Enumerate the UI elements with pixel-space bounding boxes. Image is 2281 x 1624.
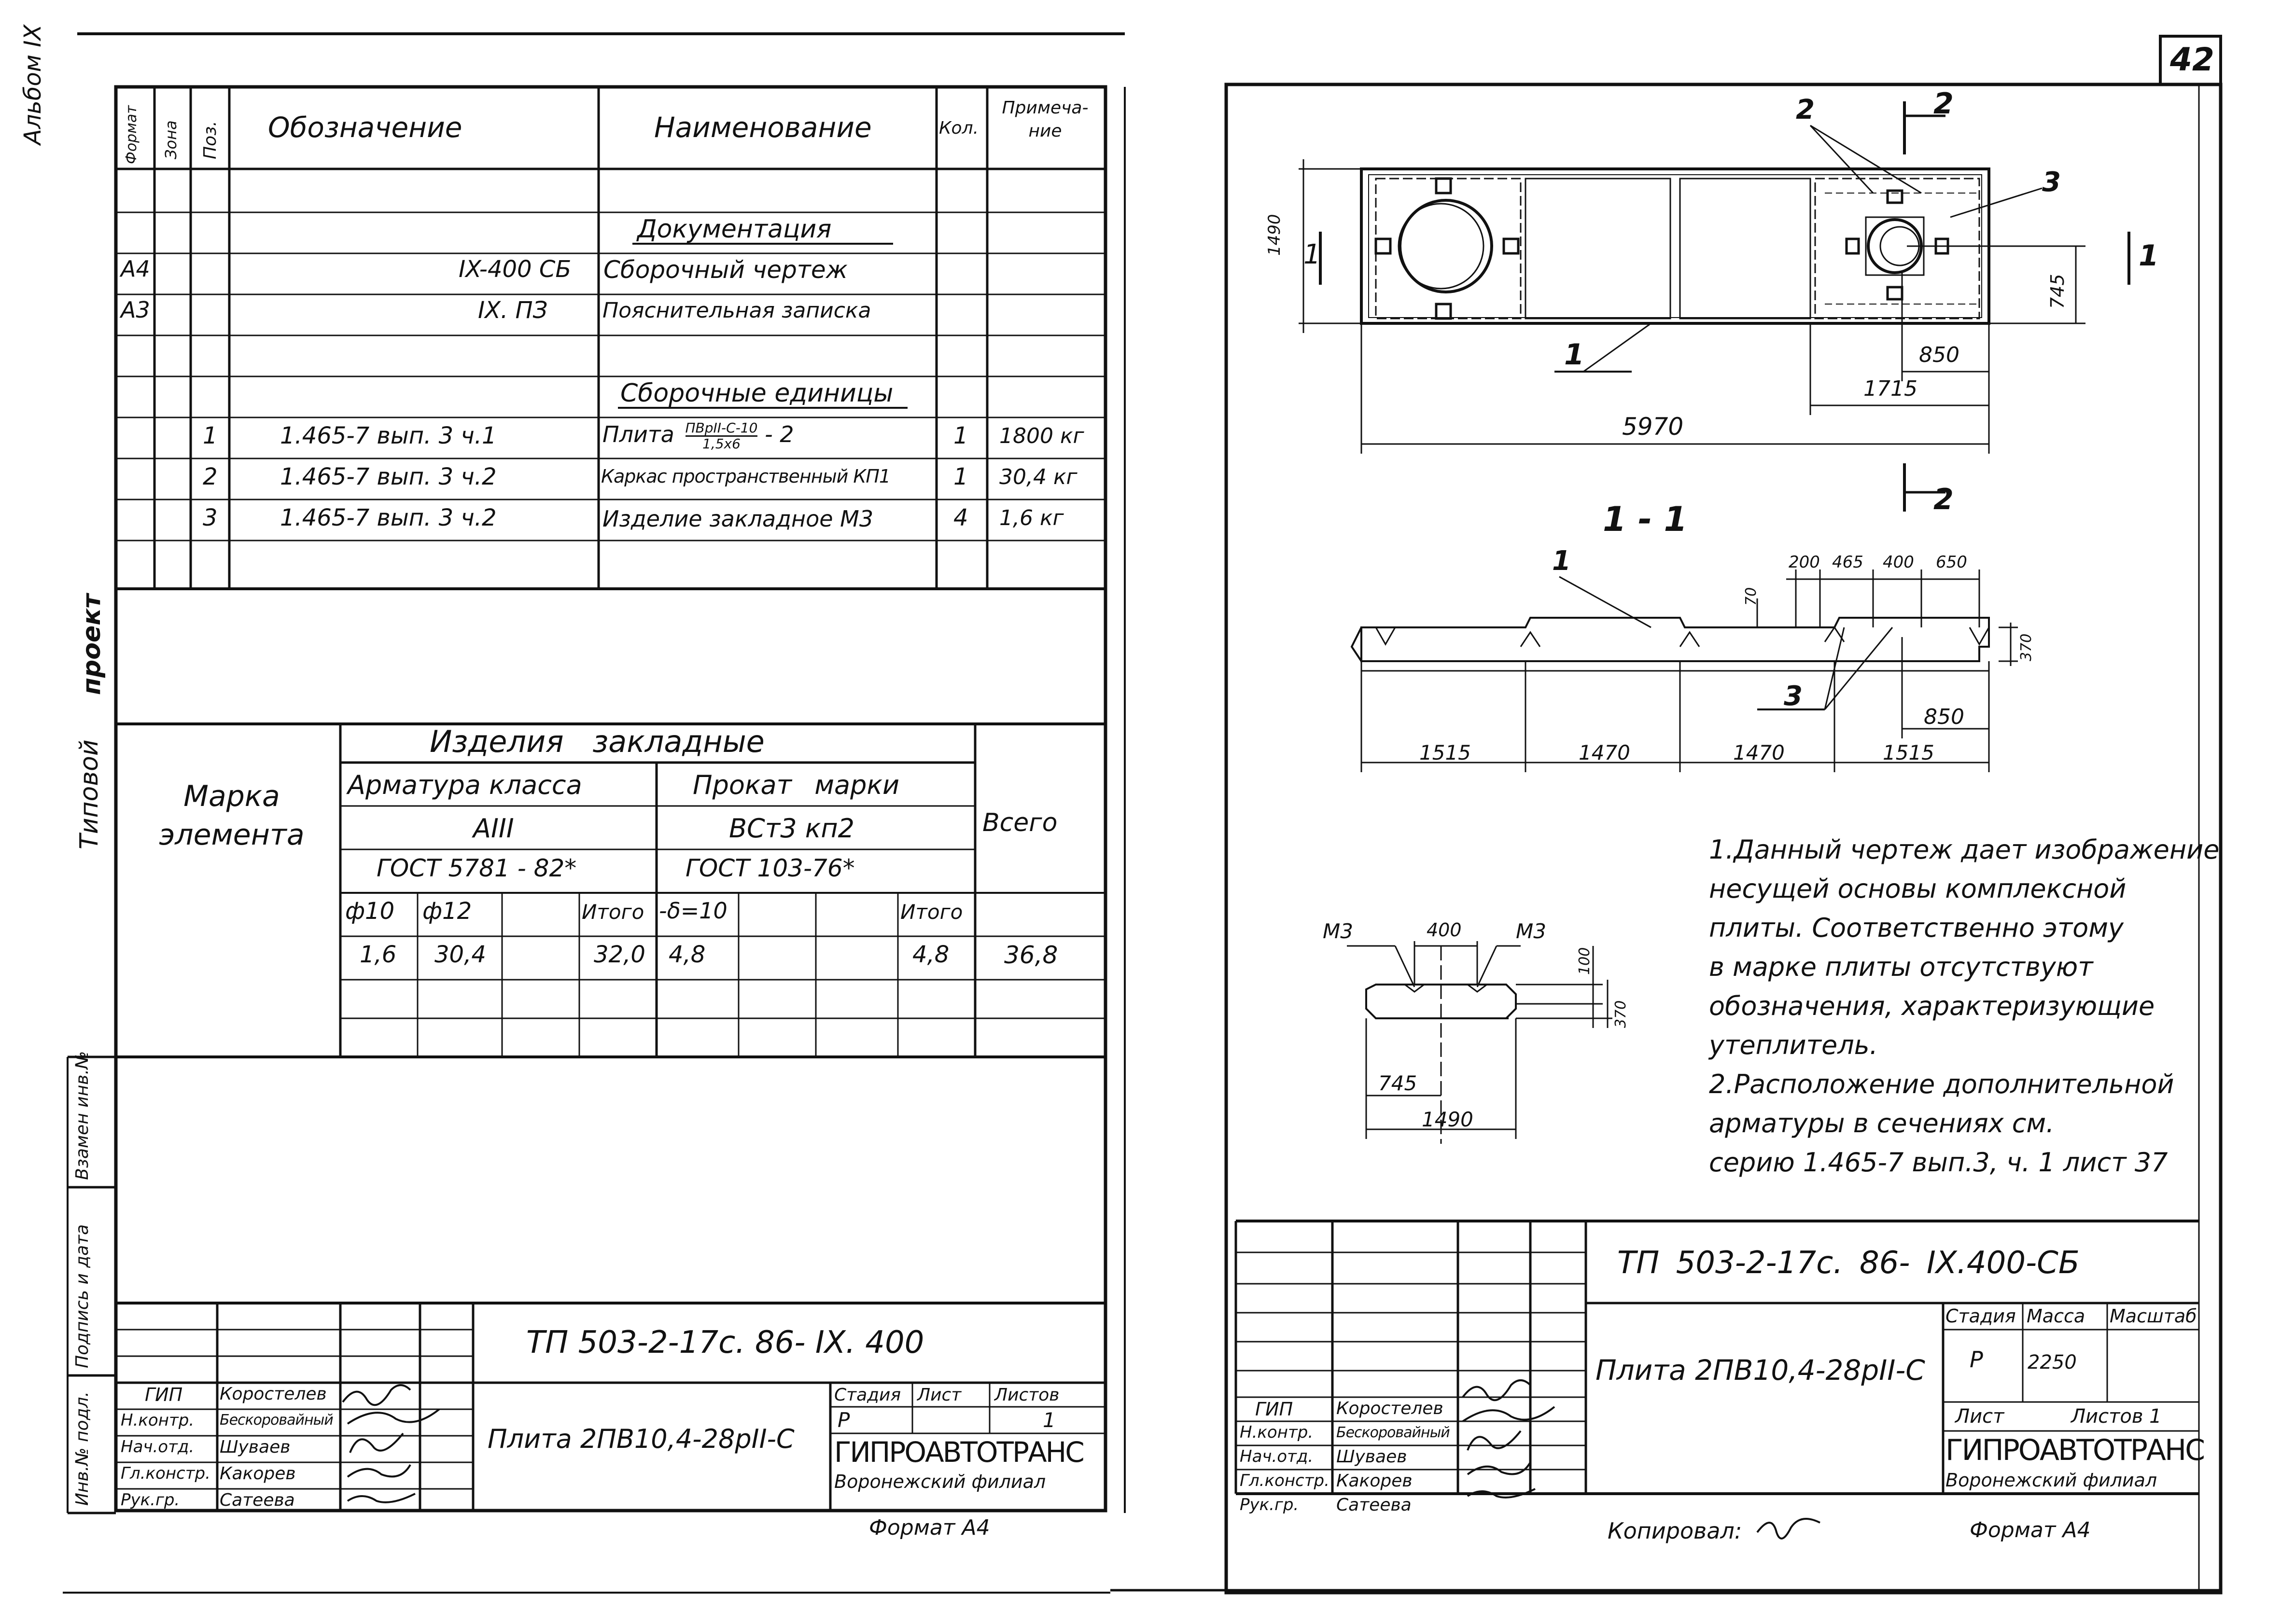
hdr-designation: Обозначение: [268, 111, 462, 144]
right-name-4: Сатеева: [1336, 1495, 1412, 1515]
row5-qty: 4: [953, 504, 968, 531]
row4-qty: 1: [953, 463, 968, 490]
right-name-1: Бескоровайный: [1336, 1424, 1450, 1441]
left-role-4: Рук.гр.: [121, 1490, 180, 1510]
left-stamp-title: Плита 2ПВ10,4-28рII-С: [488, 1424, 795, 1454]
callout-1: 1: [1564, 338, 1584, 372]
row2-designation: IX. ПЗ: [478, 297, 548, 324]
row3-name-label: Плита: [602, 421, 674, 447]
sec-dim-465: 465: [1832, 553, 1863, 572]
small-m3-right: М3: [1516, 919, 1546, 943]
left-role-2: Нач.отд.: [121, 1437, 195, 1457]
left-stamp-code: ТП 503-2-17с. 86- IX. 400: [526, 1325, 924, 1360]
sec-dim-1470b: 1470: [1733, 741, 1785, 764]
right-mass: 2250: [2028, 1351, 2077, 1374]
right-stamp-code: ТП 503-2-17с. 86- IX.400-СБ: [1617, 1245, 2080, 1281]
dim-745: 745: [2047, 274, 2068, 309]
cut-right-1: 1: [2139, 239, 2159, 273]
left-role-0: ГИП: [145, 1384, 183, 1405]
sec-dim-1470a: 1470: [1579, 741, 1630, 764]
val-f10: 1,6: [360, 941, 397, 968]
right-stage-label: Стадия: [1945, 1305, 2016, 1327]
left-role-3: Гл.констр.: [121, 1464, 210, 1483]
row5-pos: 3: [203, 504, 218, 531]
sec-callout-1: 1: [1552, 545, 1571, 577]
sec-dim-370: 370: [2018, 633, 2035, 661]
armature-class: AIII: [473, 813, 514, 844]
note-line-7: арматуры в сечениях см.: [1709, 1108, 2055, 1138]
prokat-gost: ГОСТ 103-76*: [686, 854, 855, 882]
hdr-zone: Зона: [162, 120, 180, 159]
right-role-3: Гл.констр.: [1240, 1471, 1329, 1490]
val-all: 36,8: [1004, 941, 1058, 969]
left-name-4: Сатеева: [220, 1490, 295, 1510]
hdr-pos: Поз.: [200, 121, 220, 159]
cut-top-2: 2: [1933, 87, 1954, 121]
right-name-2: Шуваев: [1336, 1447, 1407, 1467]
left-branch: Воронежский филиал: [834, 1471, 1046, 1492]
sec-dim-70: 70: [1743, 587, 1760, 606]
small-370: 370: [1612, 1000, 1629, 1028]
row4-note: 30,4 кг: [999, 465, 1078, 489]
col-total-p: Итого: [900, 900, 963, 924]
col-total-a: Итого: [582, 900, 644, 924]
right-format: Формат А4: [1970, 1518, 2091, 1542]
sec-dim-400: 400: [1883, 553, 1914, 572]
embedded-title: Изделия закладные: [430, 724, 765, 759]
right-role-4: Рук.гр.: [1240, 1495, 1299, 1514]
copied-label: Копировал:: [1608, 1518, 1742, 1544]
row4-designation: 1.465-7 вып. 3 ч.2: [280, 463, 497, 490]
prokat-mark: ВСт3 кп2: [729, 813, 855, 844]
row1-designation: IX-400 СБ: [459, 256, 572, 283]
hdr-note: Примеча- ние: [1002, 98, 1089, 141]
val-d10: 4,8: [669, 941, 706, 968]
right-sheet-label: Лист: [1955, 1405, 2004, 1428]
small-400: 400: [1427, 919, 1462, 941]
note-line-1: несущей основы комплексной: [1709, 874, 2127, 904]
callout-3: 3: [2042, 167, 2061, 198]
left-format: Формат А4: [869, 1515, 990, 1540]
dim-850: 850: [1919, 343, 1959, 367]
right-scale-label: Масштаб: [2110, 1305, 2197, 1327]
hdr-name: Наименование: [654, 111, 872, 144]
notes: [1709, 830, 2219, 1182]
right-sheets-label: Листов 1: [2071, 1405, 2162, 1428]
prokat-label: Прокат марки: [693, 770, 900, 800]
row5-note: 1,6 кг: [999, 506, 1064, 530]
side-project: проект: [77, 594, 106, 695]
cut-bottom-2: 2: [1933, 483, 1954, 516]
mark-label: Марка элемента: [159, 779, 305, 852]
small-m3-left: М3: [1323, 919, 1353, 943]
sec-dim-1515b: 1515: [1883, 741, 1934, 764]
callout-2: 2: [1796, 94, 1815, 125]
small-1490: 1490: [1422, 1108, 1473, 1131]
hdr-format: Формат: [123, 105, 140, 164]
right-branch: Воронежский филиал: [1945, 1470, 2157, 1491]
armature-gost: ГОСТ 5781 - 82*: [377, 854, 577, 882]
dim-5970: 5970: [1622, 413, 1684, 441]
plate-suffix: - 2: [765, 421, 794, 447]
side-typical: Типовой: [75, 739, 104, 849]
side-inv-orig: Инв.№ подл.: [72, 1391, 92, 1506]
right-org: ГИПРОАВТОТРАНС: [1945, 1433, 2204, 1467]
side-inv-replace: Взамен инв.№: [72, 1051, 92, 1180]
side-album: Альбом IX: [19, 24, 46, 145]
row3-qty: 1: [953, 422, 968, 449]
note-line-4: обозначения, характеризующие: [1709, 991, 2155, 1021]
left-name-3: Какорев: [220, 1464, 296, 1484]
right-role-2: Нач.отд.: [1240, 1447, 1314, 1466]
right-role-1: Н.контр.: [1240, 1423, 1314, 1442]
right-role-0: ГИП: [1255, 1399, 1293, 1420]
plan-view: [1299, 101, 2129, 512]
small-745: 745: [1378, 1071, 1417, 1095]
note-line-3: в марке плиты отсутствуют: [1709, 952, 2093, 982]
total-label: Всего: [982, 808, 1058, 837]
plate-fraction: [686, 421, 758, 451]
left-sheet-label: Лист: [917, 1385, 962, 1405]
right-stage: Р: [1970, 1346, 1983, 1373]
section-docs: Документация: [637, 215, 832, 244]
row3-pos: 1: [203, 422, 218, 449]
note-line-2: плиты. Соответственно этому: [1709, 913, 2124, 943]
row2-name: Пояснительная записка: [602, 298, 871, 323]
val-total-a: 32,0: [594, 941, 645, 968]
armature-label: Арматура класса: [348, 770, 582, 800]
dim-1715: 1715: [1863, 376, 1917, 401]
left-sheets-label: Листов: [994, 1385, 1060, 1405]
col-f10: ф10: [345, 898, 395, 925]
right-name-3: Какорев: [1336, 1471, 1413, 1491]
section-label: 1 - 1: [1603, 500, 1688, 539]
page-number: 42: [2170, 41, 2214, 78]
note-line-0: 1.Данный чертеж дает изображение: [1709, 834, 2220, 865]
right-name-0: Коростелев: [1336, 1399, 1443, 1418]
col-d10: -δ=10: [659, 898, 728, 924]
plate-fraction-top: ПВрII-С-10: [685, 420, 758, 436]
row1-format: A4: [121, 256, 150, 282]
hdr-qty: Кол.: [939, 118, 979, 138]
val-f12: 30,4: [434, 941, 486, 968]
sec-callout-3: 3: [1784, 680, 1803, 712]
left-stage-label: Стадия: [834, 1385, 901, 1405]
col-f12: ф12: [422, 898, 472, 925]
row5-designation: 1.465-7 вып. 3 ч.2: [280, 504, 497, 531]
small-section: [1347, 941, 1612, 1144]
row3-designation: 1.465-7 вып. 3 ч.1: [280, 422, 497, 449]
right-stamp-title: Плита 2ПВ10,4-28рII-С: [1595, 1354, 1925, 1387]
left-name-0: Коростелев: [220, 1384, 327, 1404]
row4-name: Каркас пространственный КП1: [601, 466, 891, 487]
sec-dim-1515a: 1515: [1419, 741, 1471, 764]
left-stage: Р: [838, 1408, 850, 1432]
left-role-1: Н.контр.: [121, 1411, 195, 1430]
section-units: Сборочные единицы: [620, 379, 894, 408]
left-name-2: Шуваев: [220, 1437, 291, 1457]
val-total-p: 4,8: [912, 941, 950, 968]
row4-pos: 2: [203, 463, 218, 490]
left-name-1: Бескоровайный: [220, 1412, 333, 1429]
small-100: 100: [1576, 947, 1593, 975]
note-line-5: утеплитель.: [1709, 1030, 1878, 1060]
plate-fraction-bottom: 1,5х6: [702, 436, 741, 452]
note-line-6: 2.Расположение дополнительной: [1709, 1069, 2174, 1099]
left-sheets: 1: [1043, 1408, 1056, 1432]
row1-name: Сборочный чертеж: [603, 256, 848, 284]
left-org: ГИПРОАВТОТРАНС: [834, 1436, 1083, 1469]
row2-format: A3: [121, 297, 150, 323]
row5-name: Изделие закладное М3: [602, 506, 874, 532]
sec-dim-650: 650: [1936, 553, 1967, 572]
sec-dim-850: 850: [1924, 705, 1964, 729]
side-sign-date: Подпись и дата: [72, 1224, 92, 1368]
cut-left-1: 1: [1303, 239, 1321, 270]
row3-note: 1800 кг: [999, 424, 1084, 448]
right-mass-label: Масса: [2027, 1305, 2085, 1327]
sec-dim-200: 200: [1789, 553, 1820, 572]
row3-name: [602, 421, 794, 451]
note-line-8: серию 1.465-7 вып.3, ч. 1 лист 37: [1709, 1147, 2168, 1178]
dim-1490: 1490: [1265, 214, 1284, 256]
